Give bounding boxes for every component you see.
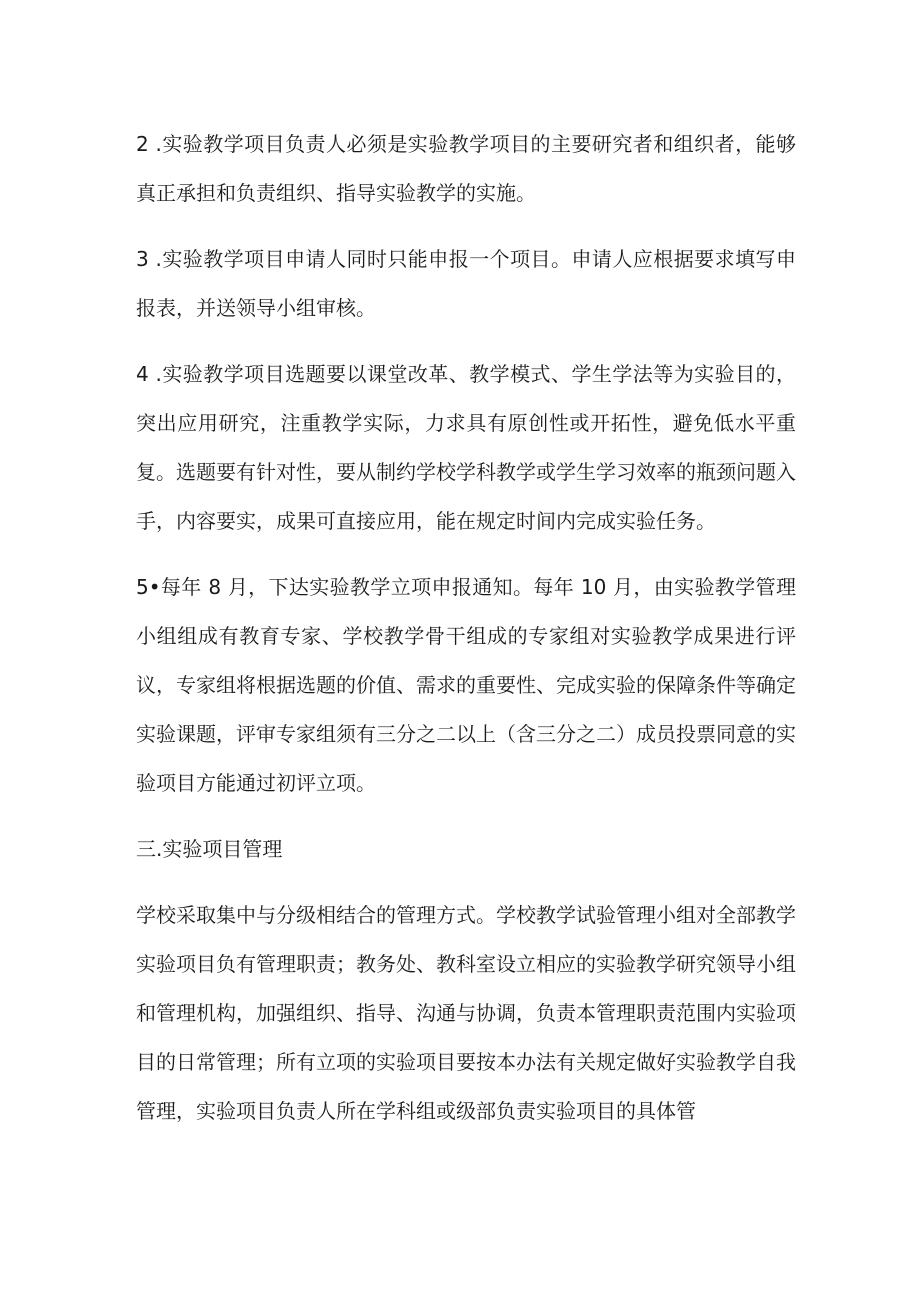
paragraph-item-4: 4 .实验教学项目选题要以课堂改革、教学模式、学生学法等为实验目的，突出应用研究，注重教学实际，力求具有原创性或开拓性，避免低水平重复。选题要有针对性，要从制约学校学科教学或学生学习效率的瓶颈问题入手，内容要实，成果可直接应用，能在规定时间内完成实验任务。 (136, 362, 796, 533)
paragraph-item-3: 3 .实验教学项目申请人同时只能申报一个项目。申请人应根据要求填写申报表，并送领导小组审核。 (136, 247, 796, 320)
paragraph-item-2: 2 .实验教学项目负责人必须是实验教学项目的主要研究者和组织者，能够真正承担和负责组织、指导实验教学的实施。 (136, 132, 796, 205)
section-paragraph: 学校采取集中与分级相结合的管理方式。学校教学试验管理小组对全部教学实验项目负有管理职责；教务处、教科室设立相应的实验教学研究领导小组和管理机构，加强组织、指导、沟通与协调，负责本管理职责范围内实验项目的日常管理；所有立项的实验项目要按本办法有关规定做好实验教学自我管理，实验项目负责人所在学科组或级部负责实验项目的具体管 (136, 903, 796, 1123)
section-heading: 三.实验项目管理 (136, 837, 283, 861)
document-body (136, 120, 796, 1153)
paragraph-item-5: 5•每年 8 月，下达实验教学立项申报通知。每年 10 月，由实验教学管理小组组成有教育专家、学校教学骨干组成的专家组对实验教学成果进行评议，专家组将根据选题的价值、需求的重要性、完成实验的保障条件等确定实验课题，评审专家组须有三分之二以上（含三分之二）成员投票同意的实验项目方能通过初评立项。 (136, 575, 796, 795)
